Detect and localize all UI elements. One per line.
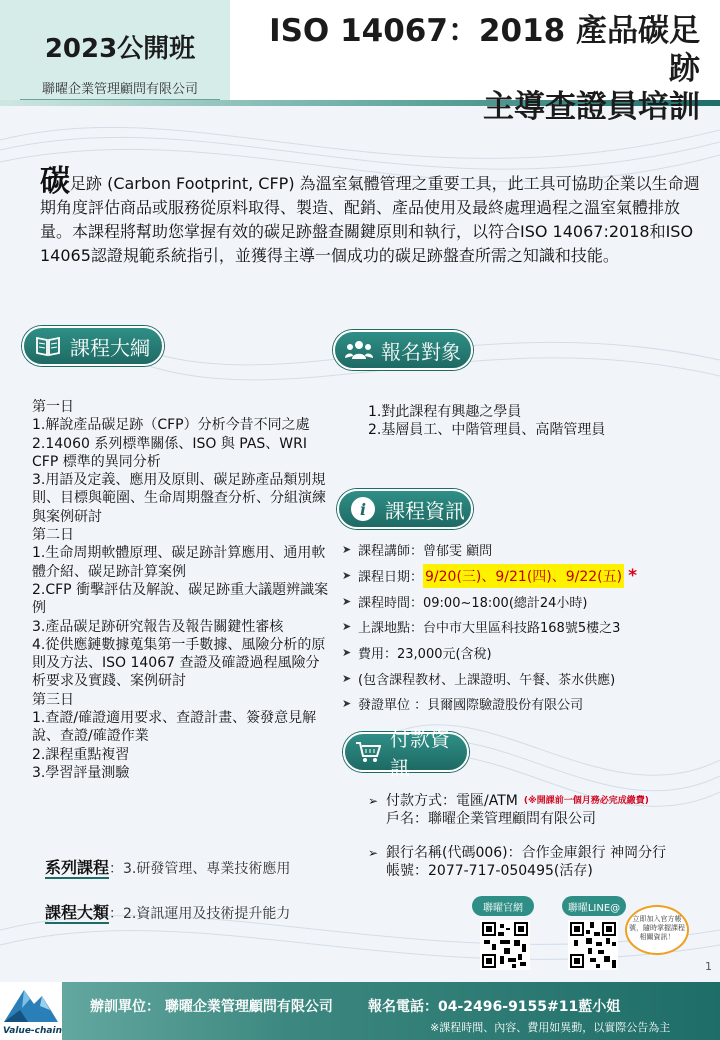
arrow-icon: ➢ xyxy=(368,846,379,860)
qr-code-site[interactable] xyxy=(480,920,530,970)
arrow-icon: ➤ xyxy=(342,671,352,685)
info-time: ➤ 課程時間：09:00~18:00(總計24小時) xyxy=(342,594,588,611)
section-info-label: 課程資訊 xyxy=(385,498,465,523)
people-icon xyxy=(345,336,373,364)
info-fee: ➤ 費用：23,000元(含稅) xyxy=(342,646,492,663)
course-title-line2: 主導查證員培訓 xyxy=(483,89,700,125)
list-item: 1.生命周期軟體原理、碳足跡計算應用、通用軟體介紹、碳足跡計算案例 xyxy=(32,545,326,580)
footer-note: ※課程時間、內容、費用如異動，以實際公告為主 xyxy=(430,1021,671,1034)
list-item: 3.用語及定義、應用及原則、碳足跡產品類別規則、目標與範圍、生命周期盤查分析、分組演練與案例研討 xyxy=(32,472,326,525)
footer-logo-text: Value-chain xyxy=(3,1026,62,1036)
info-includes: ➤ (包含課程教材、上課證明、午餐、茶水供應) xyxy=(342,671,616,688)
list-item: 2.基層員工、中階管理員、高階管理員 xyxy=(368,422,606,438)
payment-account-no: 帳號：2077-717-050495(活存) xyxy=(386,863,593,879)
info-date-value: 9/20(三)、9/21(四)、9/22(五) xyxy=(423,564,624,588)
payment-bank-row: ➢ 銀行名稱(代碼006)：合作金庫銀行 神岡分行 xyxy=(368,845,667,861)
course-outline-list xyxy=(32,398,332,782)
section-target-label: 報名對象 xyxy=(381,339,461,364)
course-info-list xyxy=(342,537,712,717)
arrow-icon: ➤ xyxy=(342,646,352,660)
arrow-icon: ➤ xyxy=(342,594,352,608)
year-title: 2023公開班 xyxy=(44,34,196,64)
list-item: 1.對此課程有興趣之學員 xyxy=(368,404,522,420)
qr-code-line[interactable] xyxy=(568,920,618,970)
payment-info xyxy=(368,792,718,880)
info-location: ➤ 上課地點：台中市大里區科技路168號5樓之3 xyxy=(342,620,621,637)
footer-phone: 報名電話：04-2496-9155#11藍小姐 xyxy=(368,999,621,1015)
category-label: 課程大類 xyxy=(45,903,110,922)
section-payment-label: 付款資訊 xyxy=(389,727,450,780)
company-name: 聯曜企業管理顧問有限公司 xyxy=(20,78,220,100)
list-item: 2.14060 系列標準關係、ISO 與 PAS、WRI CFP 標準的異同分析 xyxy=(32,435,312,470)
list-item: 2.課程重點複習 xyxy=(32,746,130,763)
payment-note: (※開課前一個月務必完成繳費) xyxy=(523,796,649,806)
list-item: 3.產品碳足跡研究報告及報告關鍵性審核 xyxy=(32,618,284,635)
list-item: 2.CFP 衝擊評估及解說、碳足跡重大議題辨識案例 xyxy=(32,581,329,617)
arrow-icon: ➢ xyxy=(368,794,379,808)
header xyxy=(0,0,720,125)
intro-paragraph xyxy=(40,164,700,268)
info-date-star: * xyxy=(628,565,637,586)
course-category: 課程大類：2.資訊運用及技術提升能力 xyxy=(45,903,291,922)
page-number: 1 xyxy=(705,960,712,973)
info-date: ➤ 課程日期： 9/20(三)、9/21(四)、9/22(五) * xyxy=(342,565,637,586)
series-course: 系列課程：3.研發管理、專業技術應用 xyxy=(45,858,291,877)
series-label: 系列課程 xyxy=(45,858,110,877)
course-title-line1: ISO 14067：2018 產品碳足跡 xyxy=(269,13,700,87)
list-item: 第一日 xyxy=(32,399,74,415)
footer-organizer: 辦訓單位： 聯曜企業管理顧問有限公司 xyxy=(90,999,333,1015)
section-info-header xyxy=(337,489,473,529)
qr-site-label: 聯曜官網 xyxy=(472,896,534,916)
section-outline-label: 課程大綱 xyxy=(70,335,150,360)
book-icon xyxy=(34,332,62,360)
course-title xyxy=(250,12,700,126)
payment-method-row: ➢ 付款方式：電匯/ATM (※開課前一個月務必完成繳費) xyxy=(368,793,649,809)
arrow-icon: ➤ xyxy=(342,569,352,583)
payment-account-name: 戶名：聯曜企業管理顧問有限公司 xyxy=(386,811,596,827)
section-payment-header xyxy=(343,727,469,780)
info-instructor: ➤ 課程講師：曾郁雯 顧問 xyxy=(342,543,493,560)
list-item: 第三日 xyxy=(32,691,74,708)
list-item: 1.解說產品碳足跡（CFP）分析今昔不同之處 xyxy=(32,417,310,434)
cart-icon xyxy=(355,738,382,766)
arrow-icon: ➤ xyxy=(342,543,352,557)
arrow-icon: ➤ xyxy=(342,620,352,634)
qr-line-label: 聯曜LINE@ xyxy=(562,896,626,916)
list-item: 4.從供應鏈數據蒐集第一手數據、風險分析的原則及方法、ISO 14067 查證及確證過程風險分析要求及實踐、案例研討 xyxy=(32,636,326,690)
target-list xyxy=(368,403,698,439)
list-item: 1.查證/確證適用要求、查證計畫、簽發意見解說、查證/確證作業 xyxy=(32,710,317,745)
info-issuer: ➤ 發證單位 ：貝爾國際驗證股份有限公司 xyxy=(342,697,584,714)
intro-text: 足跡 (Carbon Footprint, CFP) 為溫室氣體管理之重要工具，此工具可協助企業以生命週期角度評估商品或服務從原料取得、製造、配銷、產品使用及最終處理過程之溫室氣體排放量。本課程將幫助您掌握有效的碳足跡盤查關鍵原則和執行，以符合ISO 14067:2018和ISO 14065認證規範系統指引，並獲得主導一個成功的碳足跡盤查所需之知識和技能。 xyxy=(40,174,700,265)
mountain-logo-icon xyxy=(0,982,62,1026)
intro-first-char: 碳 xyxy=(40,164,70,199)
section-outline-header xyxy=(22,326,164,366)
info-icon xyxy=(349,495,377,523)
line-join-bubble: 立即加入官方帳號，隨時掌握課程相關資訊！ xyxy=(625,905,689,955)
section-target-header xyxy=(333,330,473,370)
list-item: 3.學習評量測驗 xyxy=(32,764,130,781)
svg-text:i: i xyxy=(359,500,367,519)
list-item: 第二日 xyxy=(32,527,74,544)
arrow-icon: ➤ xyxy=(342,697,352,711)
